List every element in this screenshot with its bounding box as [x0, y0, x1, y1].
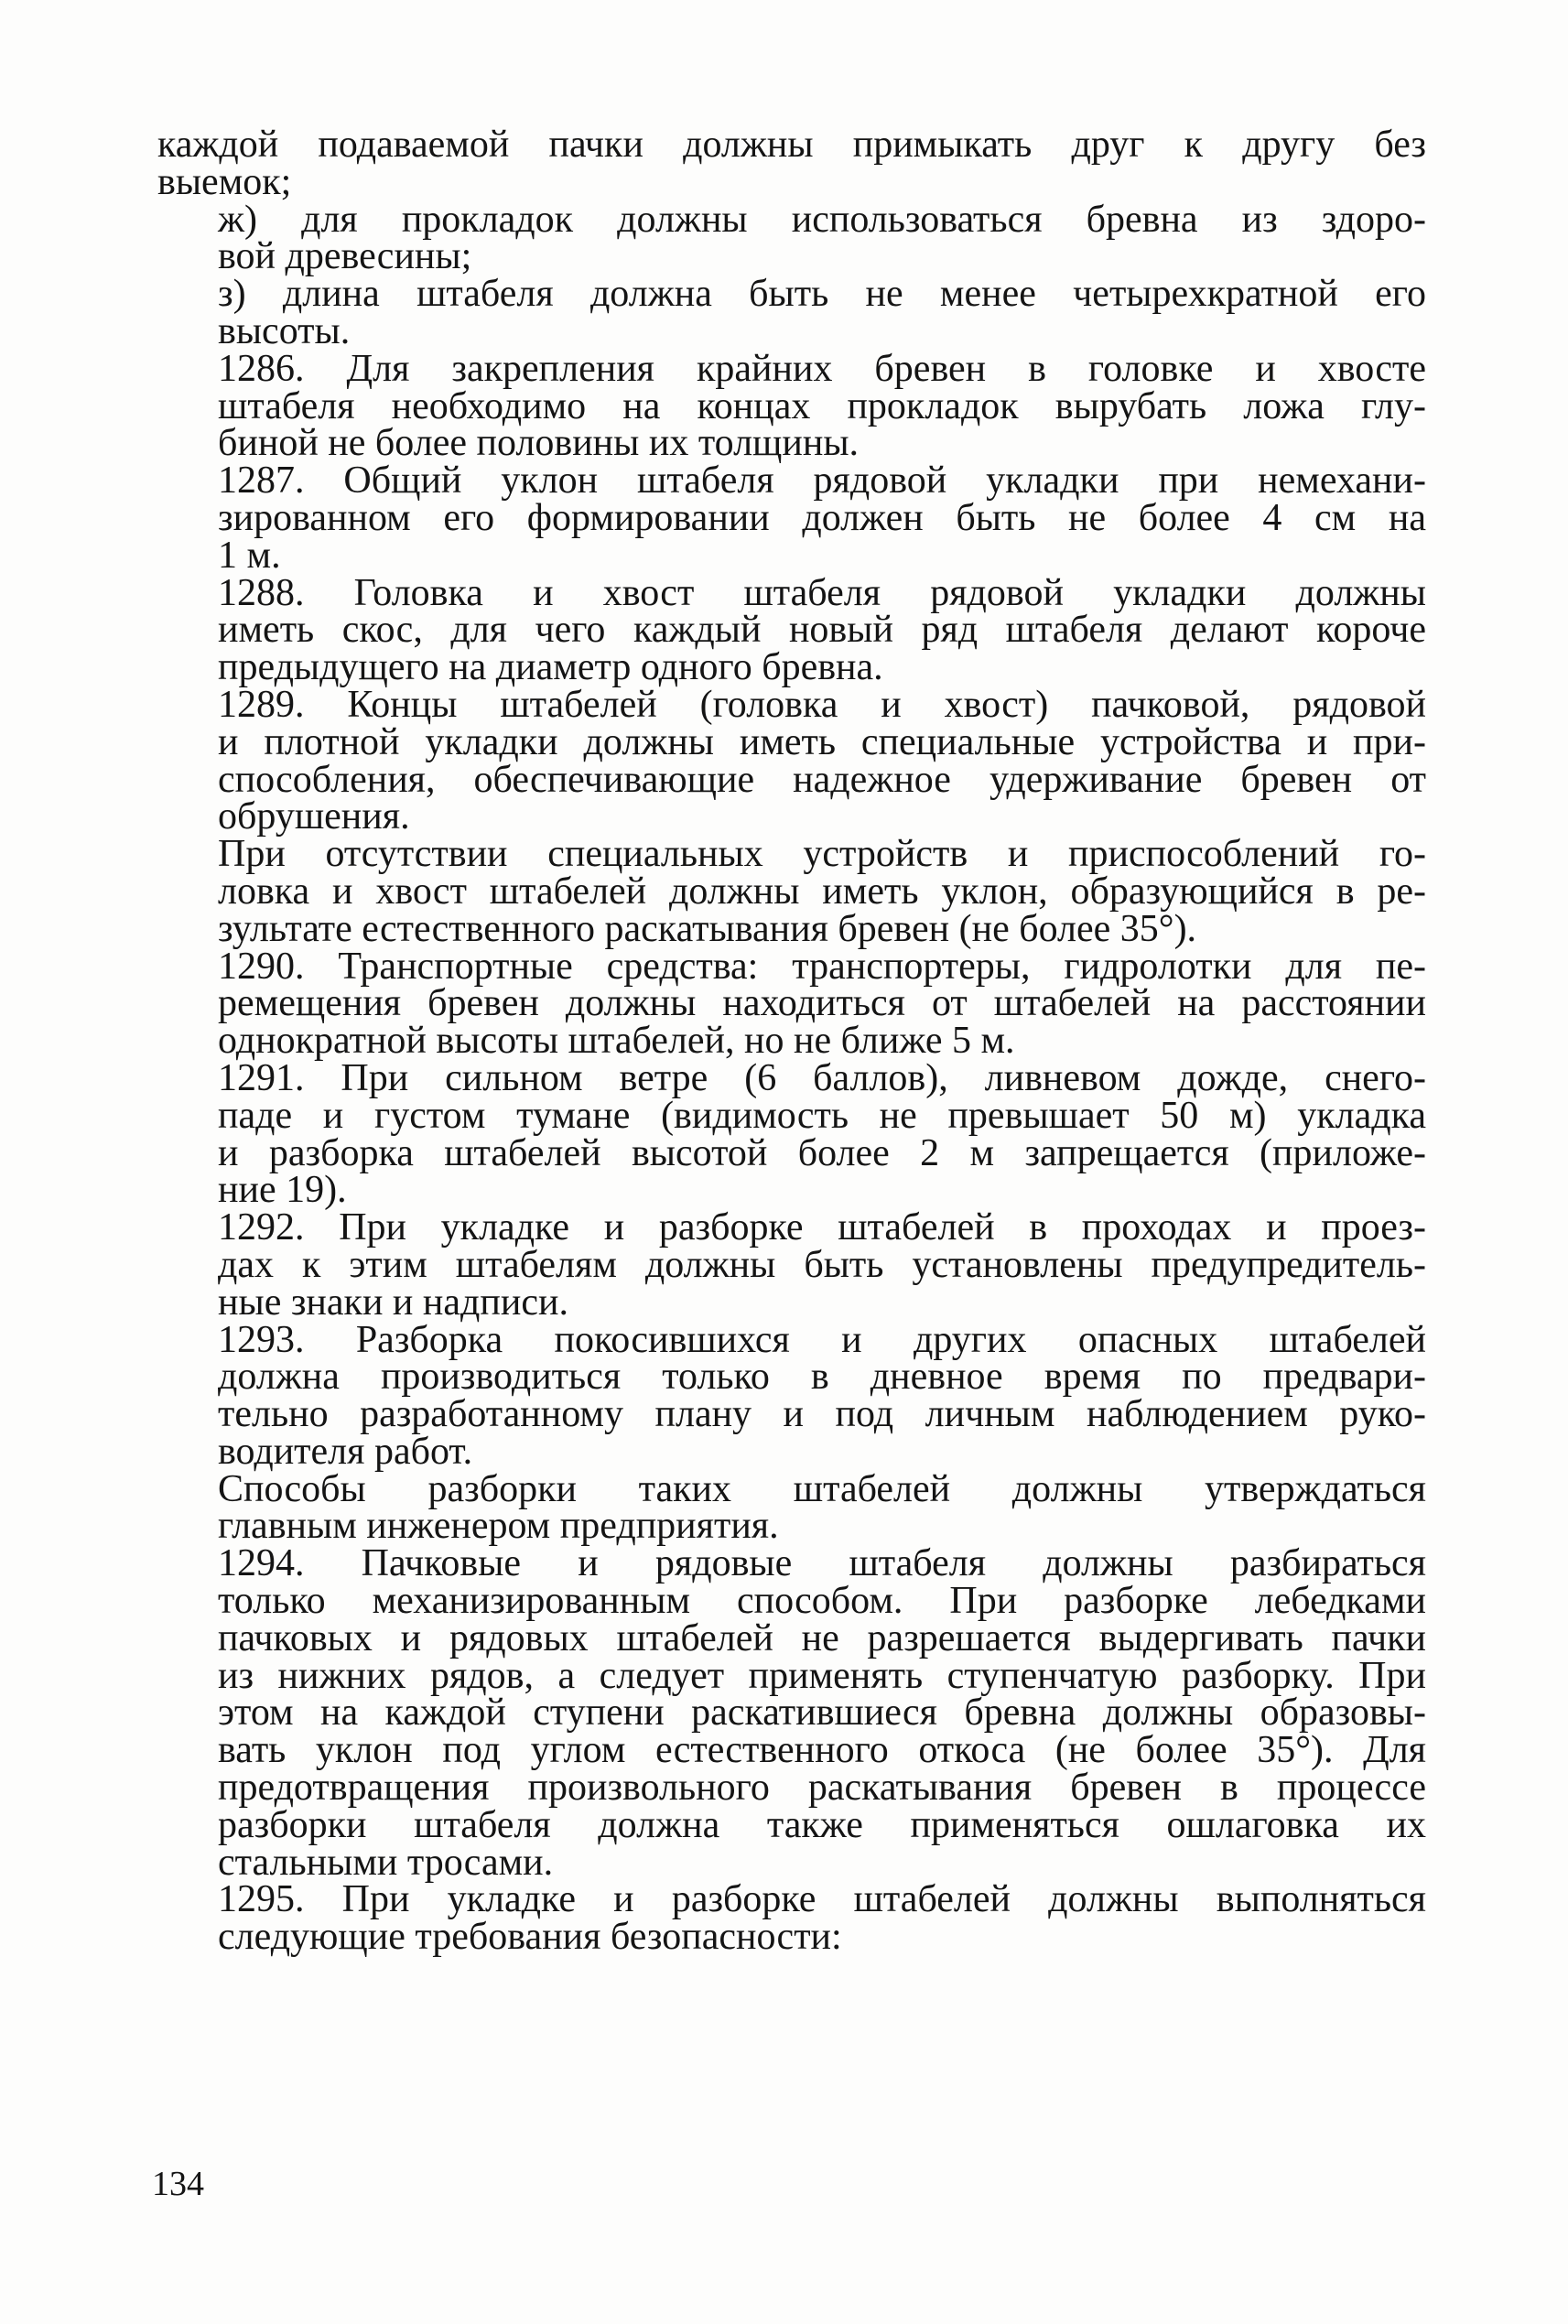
text-line: ремещения бревен должны находиться от штабелей на расстоянии — [218, 982, 1426, 1025]
text-line: высоты. — [218, 309, 351, 352]
text-line: ние 19). — [218, 1169, 347, 1212]
text-line: и плотной укладки должны иметь специальные устройства и при- — [218, 720, 1426, 763]
text-line: ные знаки и надписи. — [218, 1281, 568, 1324]
text-line: 1287. Общий уклон штабеля рядовой укладки при немехани- — [218, 459, 1426, 503]
paragraph-p-1287 — [157, 459, 1426, 577]
text-line: 1292. При укладке и разборке штабелей в проходах и проез- — [218, 1206, 1426, 1249]
text-line: должна производиться только в дневное время по предвари- — [218, 1356, 1426, 1399]
text-line: водителя работ. — [218, 1430, 473, 1473]
text-line: 1290. Транспортные средства: транспортеры, гидролотки для пе- — [218, 945, 1426, 988]
paragraph-p-1290 — [157, 945, 1426, 1063]
text-line: предотвращения произвольного раскатывания бревен в процессе — [218, 1767, 1426, 1810]
text-line: 1294. Пачковые и рядовые штабеля должны разбираться — [218, 1542, 1426, 1585]
paragraph-p-1295 — [157, 1878, 1426, 1959]
text-line: тельно разработанному плану и под личным наблюдением руко- — [218, 1393, 1426, 1436]
text-line: дах к этим штабелям должны быть установлены предупредитель- — [218, 1243, 1426, 1286]
paragraph-p-continuation — [157, 126, 1426, 201]
paragraph-p-1294 — [157, 1542, 1426, 1884]
text-line: 1286. Для закрепления крайних бревен в головке и хвосте — [218, 347, 1426, 390]
text-line: штабеля необходимо на концах прокладок вырубать ложа глу- — [218, 384, 1426, 427]
text-line: из нижних рядов, а следует применять ступенчатую разборку. При — [218, 1654, 1426, 1697]
text-line: 1289. Концы штабелей (головка и хвост) пачковой, рядовой — [218, 683, 1426, 726]
paragraph-p-1288 — [157, 571, 1426, 689]
text-line: Способы разборки таких штабелей должны утверждаться — [218, 1467, 1426, 1510]
text-line: паде и густом тумане (видимость не превышает 50 м) укладка — [218, 1094, 1426, 1137]
text-line: 1 м. — [218, 534, 281, 577]
text-line: способления, обеспечивающие надежное удерживание бревен от — [218, 758, 1426, 801]
text-line: 1288. Головка и хвост штабеля рядовой укладки должны — [218, 571, 1426, 614]
paragraph-p-1293-b — [157, 1467, 1426, 1548]
text-line: ловка и хвост штабелей должны иметь уклон, образующийся в ре- — [218, 870, 1426, 913]
text-line: биной не более половины их толщины. — [218, 422, 860, 465]
text-line: обрушения. — [218, 795, 410, 838]
paragraph-p-z — [157, 273, 1426, 352]
text-line: каждой подаваемой пачки должны примыкать друг к другу без — [157, 124, 1426, 166]
paragraph-p-1293 — [157, 1318, 1426, 1473]
text-line: ж) для прокладок должны использоваться бревна из здоро- — [218, 198, 1426, 241]
text-line: этом на каждой ступени раскатившиеся бревна должны образовы- — [218, 1692, 1426, 1735]
text-line: разборки штабеля должна также применяться ошлаговка их — [218, 1803, 1426, 1846]
text-line: выемок; — [157, 160, 292, 203]
text-line: зированном его формировании должен быть не более 4 см на — [218, 496, 1426, 539]
text-line: вать уклон под углом естественного откоса (не более 35°). Для — [218, 1729, 1426, 1772]
text-line: предыдущего на диаметр одного бревна. — [218, 646, 883, 689]
paragraph-p-zh — [157, 198, 1426, 278]
paragraph-p-1291 — [157, 1056, 1426, 1212]
text-line: иметь скос, для чего каждый новый ряд штабеля делают короче — [218, 609, 1426, 652]
body-text — [157, 124, 1426, 1959]
text-line: главным инженером предприятия. — [218, 1505, 779, 1548]
text-line: следующие требования безопасности: — [218, 1916, 842, 1959]
text-line: 1295. При укладке и разборке штабелей должны выполняться — [218, 1878, 1426, 1921]
text-line: 1291. При сильном ветре (6 баллов), ливневом дожде, снего- — [218, 1056, 1426, 1099]
text-line: зультате естественного раскатывания бревен (не более 35°). — [218, 907, 1197, 950]
text-line: 1293. Разборка покосившихся и других опасных штабелей — [218, 1318, 1426, 1361]
text-line: пачковых и рядовых штабелей не разрешается выдергивать пачки — [218, 1616, 1426, 1659]
text-line: При отсутствии специальных устройств и приспособлений го- — [218, 833, 1426, 876]
paragraph-p-1286 — [157, 347, 1426, 465]
text-line: з) длина штабеля должна быть не менее четырехкратной его — [218, 273, 1426, 316]
paragraph-p-1289-b — [157, 833, 1426, 950]
text-line: стальными тросами. — [218, 1841, 554, 1884]
text-line: вой древесины; — [218, 235, 472, 278]
text-line: только механизированным способом. При разборке лебедками — [218, 1580, 1426, 1623]
text-line: и разборка штабелей высотой более 2 м запрещается (приложе- — [218, 1131, 1426, 1174]
text-line: однократной высоты штабелей, но не ближе 5 м. — [218, 1020, 1015, 1063]
paragraph-p-1292 — [157, 1206, 1426, 1324]
paragraph-p-1289 — [157, 683, 1426, 838]
page-number: 134 — [152, 2165, 204, 2203]
